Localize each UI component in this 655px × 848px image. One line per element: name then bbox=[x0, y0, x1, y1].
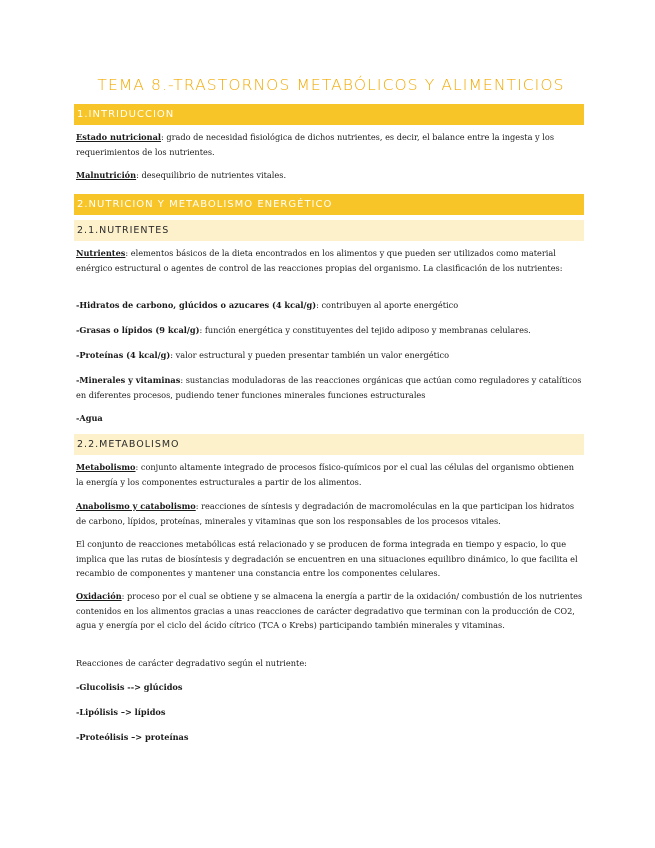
section-heading-nutricion-metabolismo: 2.NUTRICION Y METABOLISMO ENERGÉTICO bbox=[74, 194, 584, 215]
paragraph-anabolismo bbox=[76, 499, 584, 528]
text-metabolismo: : conjunto altamente integrado de procesos físico-químicos por el cual las células del organismo obtienen la energía y los componentes estructurales a partir de los alimentos. bbox=[76, 462, 575, 487]
term-oxidacion: Oxidación bbox=[76, 591, 122, 601]
paragraph-estado-nutricional bbox=[76, 130, 584, 159]
list-item-proteolisis bbox=[76, 730, 584, 745]
term-grasas: -Grasas o lípidos (9 kcal/g) bbox=[76, 325, 200, 335]
list-item-lipolisis bbox=[76, 705, 584, 720]
list-item-glucolisis bbox=[76, 680, 584, 695]
paragraph-nutrientes-definicion bbox=[76, 246, 584, 275]
text-nutrientes: : elementos básicos de la dieta encontrados en los alimentos y que pueden ser utilizados como material enérgico estructural o agentes de control de las reacciones propias del organismo. La clasificación de los nutrientes: bbox=[76, 248, 563, 273]
list-item-hidratos bbox=[76, 298, 584, 313]
list-item-agua bbox=[76, 411, 584, 426]
list-item-grasas bbox=[76, 323, 584, 338]
term-proteolisis: -Proteólisis –> proteínas bbox=[76, 732, 189, 742]
term-glucolisis: -Glucolisis --> glúcidos bbox=[76, 682, 183, 692]
text-minerales: : sustancias moduladoras de las reacciones orgánicas que actúan como reguladores y catalíticos en diferentes procesos, pudiendo tener funciones minerales funciones estructurales bbox=[76, 375, 582, 400]
paragraph-malnutricion bbox=[76, 168, 584, 183]
paragraph-reacciones-degradativas: Reacciones de carácter degradativo según el nutriente: bbox=[76, 658, 307, 668]
subsection-heading-nutrientes: 2.1.NUTRIENTES bbox=[74, 220, 584, 241]
text-estado-nutricional: : grado de necesidad fisiológica de dichos nutrientes, es decir, el balance entre la ingesta y los requerimientos de los nutrientes. bbox=[76, 132, 555, 157]
term-agua: -Agua bbox=[76, 413, 103, 423]
list-item-proteinas bbox=[76, 348, 584, 363]
paragraph-conjunto-reacciones: El conjunto de reacciones metabólicas está relacionado y se producen de forma integrada en tiempo y espacio, lo que implica que las rutas de biosíntesis y degradación se encuentren en una situaciones equilibro dinámico, lo que facilita el recambio de componentes y mantener una constancia entre los componentes celulares. bbox=[76, 539, 578, 578]
paragraph-metabolismo-definicion bbox=[76, 460, 584, 489]
subsection-heading-metabolismo: 2.2.METABOLISMO bbox=[74, 434, 584, 455]
document-title: TEMA 8.-TRASTORNOS METABÓLICOS Y ALIMENTICIOS bbox=[97, 76, 565, 94]
text-oxidacion: : proceso por el cual se obtiene y se almacena la energía a partir de la oxidación/ combustión de los nutrientes contenidos en los alimentos gracias a unas reacciones de carácter degradativo que terminan con la producción de CO2, agua y energía por el ciclo del ácido cítrico (TCA o Krebs) participando también minerales y vitaminas. bbox=[76, 591, 583, 630]
paragraph-oxidacion bbox=[76, 589, 584, 633]
term-proteinas: -Proteínas (4 kcal/g) bbox=[76, 350, 171, 360]
term-lipolisis: -Lipólisis –> lípidos bbox=[76, 707, 166, 717]
term-nutrientes: Nutrientes bbox=[76, 248, 126, 258]
text-hidratos: : contribuyen al aporte energético bbox=[316, 300, 459, 310]
text-anabolismo: : reacciones de síntesis y degradación de macromoléculas en la que participan los hidratos de carbono, lípidos, proteínas, minerales y vitaminas que son los responsables de los procesos vitales. bbox=[76, 501, 575, 526]
section-heading-introduccion: 1.INTRIDUCCION bbox=[74, 104, 584, 125]
list-item-minerales bbox=[76, 373, 584, 402]
term-malnutricion: Malnutrición bbox=[76, 170, 137, 180]
term-estado-nutricional: Estado nutricional bbox=[76, 132, 162, 142]
text-malnutricion: : desequilibrio de nutrientes vitales. bbox=[136, 170, 287, 180]
term-minerales: -Minerales y vitaminas bbox=[76, 375, 181, 385]
term-hidratos: -Hidratos de carbono, glúcidos o azucares (4 kcal/g) bbox=[76, 300, 317, 310]
text-proteinas: : valor estructural y pueden presentar también un valor energético bbox=[170, 350, 450, 360]
text-grasas: : función energética y constituyentes del tejido adiposo y membranas celulares. bbox=[199, 325, 531, 335]
term-metabolismo: Metabolismo bbox=[76, 462, 136, 472]
term-anabolismo: Anabolismo y catabolismo bbox=[76, 501, 196, 511]
